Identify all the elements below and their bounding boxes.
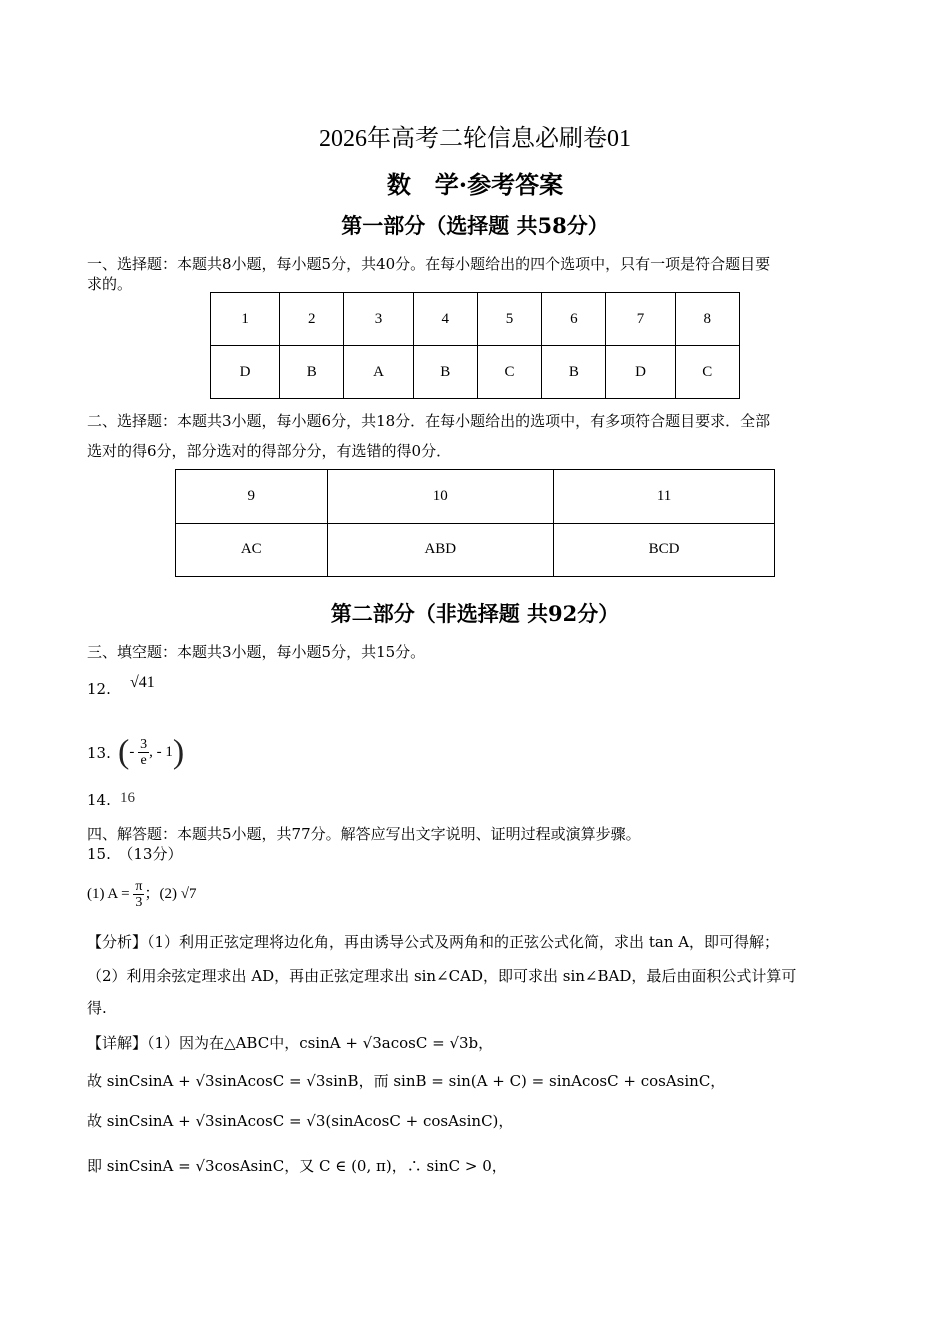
- table-cell: B: [542, 346, 606, 399]
- table-cell: D: [606, 346, 675, 399]
- table-cell: C: [675, 346, 739, 399]
- numerator: 3: [140, 737, 148, 753]
- answer-rest: , - 1: [149, 744, 173, 760]
- table-cell: 4: [413, 293, 477, 346]
- table-cell: 8: [675, 293, 739, 346]
- table-cell: 10: [327, 470, 554, 524]
- table-cell: 9: [176, 470, 328, 524]
- table-cell: D: [211, 346, 280, 399]
- minus-sign: -: [129, 744, 135, 760]
- q12-answer: √41: [130, 674, 155, 691]
- table-cell: AC: [176, 523, 328, 577]
- q14-answer: 16: [120, 790, 135, 806]
- table-row: [211, 293, 740, 346]
- table-row: [211, 346, 740, 399]
- table-cell: 1: [211, 293, 280, 346]
- doc-subtitle: 数 学·参考答案: [386, 170, 564, 199]
- denominator: 3: [135, 895, 143, 911]
- part2-heading: 第二部分（非选择题 共92分）: [330, 601, 620, 626]
- denominator: e: [140, 753, 147, 769]
- q14-label: 14.: [87, 791, 111, 809]
- detail-line2: 故 sinCsinA + √3sinAcosC = √3sinB，而 sinB = sin(A + C) = sinAcosC + cosAsinC，: [87, 1072, 726, 1090]
- q15-answer: [87, 876, 196, 912]
- sec3-heading: 三、填空题：本题共3小题，每小题5分，共15分。: [87, 643, 426, 661]
- doc-title: 2026年高考二轮信息必刷卷01: [319, 126, 631, 152]
- answer-table-1: [210, 292, 740, 399]
- numerator: π: [135, 879, 143, 895]
- fraction: [133, 879, 144, 910]
- table-cell: 11: [554, 470, 775, 524]
- detail-line4: 即 sinCsinA = √3cosAsinC，又 C ∈ (0, π)，∴ sinC > 0，: [87, 1157, 507, 1175]
- table-cell: ABD: [327, 523, 554, 577]
- table-cell: 7: [606, 293, 675, 346]
- part1-heading: 第一部分（选择题 共58分）: [341, 213, 609, 238]
- q15-label: 15. （13分）: [87, 845, 183, 863]
- sec2-line1: 二、选择题：本题共3小题，每小题6分，共18分．在每小题给出的选项中，有多项符合题目要求．全部: [87, 412, 771, 430]
- q13-label: 13.: [87, 744, 111, 762]
- table-cell: 2: [280, 293, 344, 346]
- table-row: [176, 523, 775, 577]
- table-cell: 3: [344, 293, 413, 346]
- q12-label: 12.: [87, 680, 111, 698]
- detail-line3: 故 sinCsinA + √3sinAcosC = √3(sinAcosC + cosAsinC)，: [87, 1112, 514, 1130]
- fraction: [138, 737, 149, 768]
- table-cell: 5: [477, 293, 541, 346]
- table-cell: 6: [542, 293, 606, 346]
- detail-line1: 【详解】（1）因为在△ABC中，csinA + √3acosC = √3b，: [87, 1034, 494, 1052]
- table-cell: A: [344, 346, 413, 399]
- sec4-heading: 四、解答题：本题共5小题，共77分。解答应写出文字说明、证明过程或演算步骤。: [87, 825, 641, 843]
- analysis-line2: （2）利用余弦定理求出 AD，再由正弦定理求出 sin∠CAD，即可求出 sin∠BAD，最后由面积公式计算可: [87, 967, 797, 985]
- answer-table-2: [175, 469, 775, 577]
- table-cell: C: [477, 346, 541, 399]
- answer-part1: (1) A =: [87, 886, 130, 902]
- table-row: [176, 470, 775, 524]
- sec2-line2: 选对的得6分，部分选对的得部分分，有选错的得0分．: [87, 442, 452, 460]
- analysis-line3: 得.: [87, 999, 107, 1017]
- analysis-line1: 【分析】（1）利用正弦定理将边化角，再由诱导公式及两角和的正弦公式化简，求出 tan A，即可得解；: [87, 933, 780, 951]
- table-cell: B: [413, 346, 477, 399]
- table-cell: BCD: [554, 523, 775, 577]
- sec1-line1: 一、选择题：本题共8小题，每小题5分，共40分。在每小题给出的四个选项中，只有一项是符合题目要: [87, 255, 771, 273]
- answer-part2: ；(2) √7: [144, 886, 197, 902]
- table-cell: B: [280, 346, 344, 399]
- q13-answer: (- $\frac{3}{e}$ , - 1): [118, 733, 185, 771]
- sec1-line2: 求的。: [87, 275, 133, 293]
